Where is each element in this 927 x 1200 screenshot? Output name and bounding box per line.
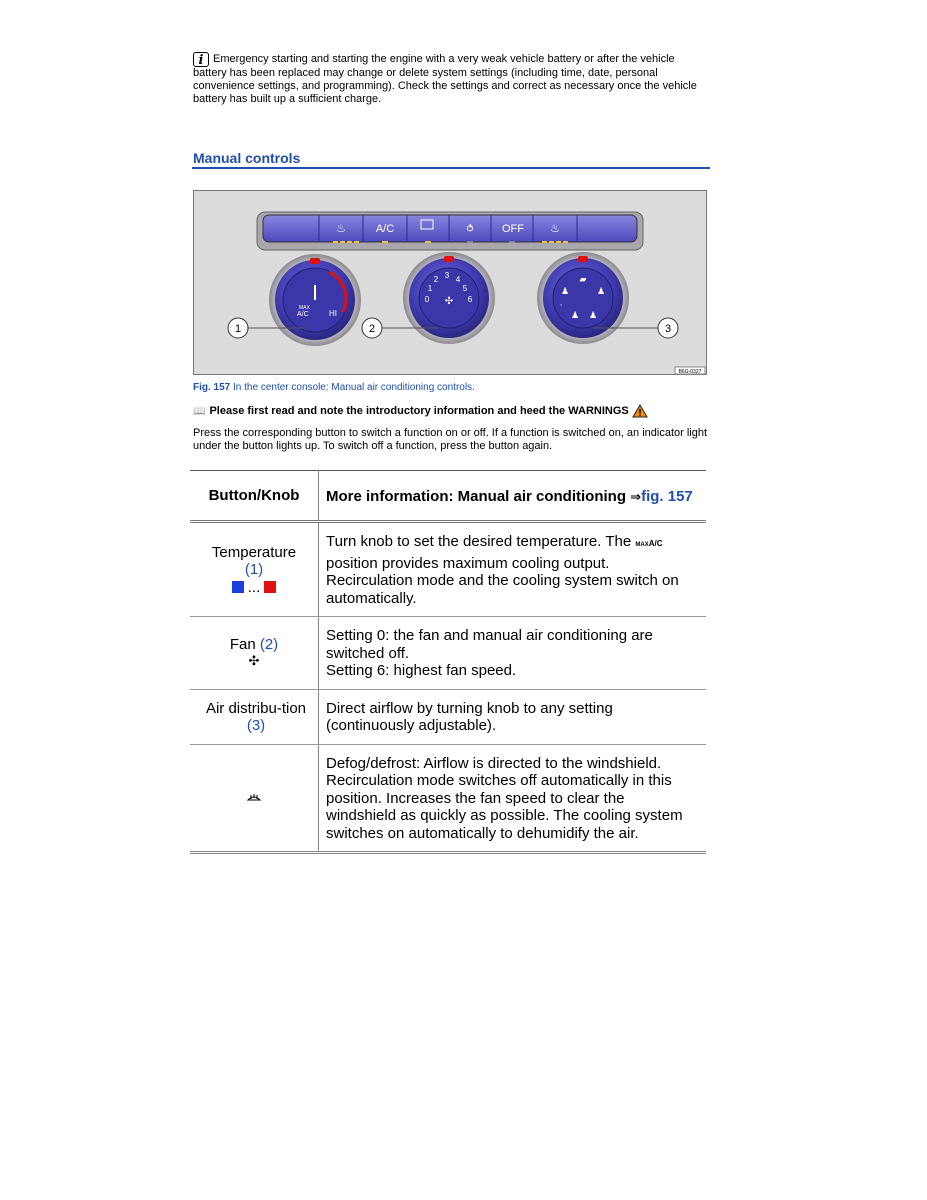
temperature-cell: Temperature (1) ... [190, 522, 319, 617]
max-ac-label: MAXA/C [635, 539, 663, 548]
ref-link-2[interactable]: (2) [259, 635, 279, 653]
section-divider [192, 167, 710, 169]
fig-157-link[interactable]: fig. 157 [641, 488, 693, 506]
svg-text:·: · [559, 301, 563, 311]
read-first-note: 📖 Please first read and note the introductory information and heed the WARNINGS [193, 404, 648, 418]
ac-button: A/C [375, 223, 395, 235]
svg-text:♟: ♟ [588, 311, 598, 321]
warning-icon [632, 404, 648, 418]
table-row [190, 689, 706, 744]
svg-text:4: 4 [455, 275, 461, 284]
climate-control-figure [193, 190, 707, 375]
svg-text:A/C: A/C [297, 311, 309, 318]
off-button: OFF [502, 223, 524, 235]
table-row [190, 617, 706, 690]
ref-link-3[interactable]: (3) [246, 717, 266, 734]
hot-swatch [264, 581, 276, 593]
info-note [193, 52, 708, 106]
intro-text: Press the corresponding button to switch a function on or off. If a function is switched on, an indicator light under the button lights up. To switch off a function, press the button again. [193, 427, 708, 452]
section-title: Manual controls [193, 150, 301, 166]
svg-text:HI: HI [329, 309, 337, 318]
svg-text:1: 1 [427, 284, 433, 293]
temperature-description: Turn knob to set the desired temperature. The MAXA/C position provides maximum cooling output. Recirculation mode and the cooling system switch on automatically. [319, 522, 707, 617]
svg-text:0: 0 [424, 295, 430, 304]
header-button-knob: Button/Knob [190, 471, 319, 522]
seat-heater-left-icon: ♨ [336, 223, 346, 235]
windshield-icon: ▰ [579, 275, 587, 285]
seat-heater-right-icon: ♨ [550, 223, 560, 235]
temperature-knob [269, 254, 361, 346]
controls-table [190, 470, 706, 854]
figure-code: B6G-0327 [678, 369, 702, 375]
book-icon: 📖 [193, 405, 206, 417]
svg-text:3: 3 [664, 323, 672, 335]
fan-description: Setting 0: the fan and manual air conditioning are switched off. Setting 6: highest fan speed. [319, 617, 707, 690]
svg-text:2: 2 [368, 323, 376, 335]
ref-link-1[interactable]: (1) [244, 561, 264, 579]
svg-text:MAX: MAX [299, 305, 310, 311]
fan-icon: ✣ [248, 654, 260, 670]
info-note-text: Emergency starting and starting the engine with a very weak vehicle battery or after the vehicle battery has been replaced may change or delete system settings (including time, date, personal convenience settings, and programming). Check the settings and correct as necessary once the vehicle battery has built up a sufficient charge. [193, 53, 697, 105]
header-more-info: More information: Manual air conditioning ⇒fig. 157 [319, 471, 707, 522]
figure-caption: Fig. 157 In the center console: Manual air conditioning controls. [193, 382, 475, 393]
air-distribution-knob [537, 252, 629, 344]
info-icon: i [193, 52, 209, 67]
air-distribution-cell: Air distribu-tion (3) [190, 689, 319, 744]
windshield-defrost-icon [247, 791, 261, 803]
fan-icon: ✣ [444, 296, 454, 307]
cold-swatch [232, 581, 244, 593]
table-header-row [190, 471, 706, 522]
fan-cell: Fan (2) ✣ [190, 617, 319, 690]
svg-text:♟: ♟ [570, 311, 580, 321]
table-row [190, 744, 706, 853]
defrost-description: Defog/defrost: Airflow is directed to the windshield. Recirculation mode switches off automatically in this position. Increases the fan speed to clear the windshield as quickly as possible. The cooling system switches on automatically to dehumidify the air. [319, 744, 707, 853]
svg-text:2: 2 [433, 275, 439, 284]
svg-text:♟: ♟ [596, 287, 606, 297]
fan-knob [403, 252, 495, 344]
svg-text:♟: ♟ [560, 287, 570, 297]
svg-text:6: 6 [467, 295, 473, 304]
defrost-cell [190, 744, 319, 853]
svg-text:1: 1 [234, 323, 242, 335]
svg-text:5: 5 [462, 284, 468, 293]
air-distribution-description: Direct airflow by turning knob to any setting (continuously adjustable). [319, 689, 707, 744]
table-row [190, 522, 706, 617]
svg-text:3: 3 [444, 271, 450, 280]
recirculation-icon: ⥀ [466, 224, 474, 235]
